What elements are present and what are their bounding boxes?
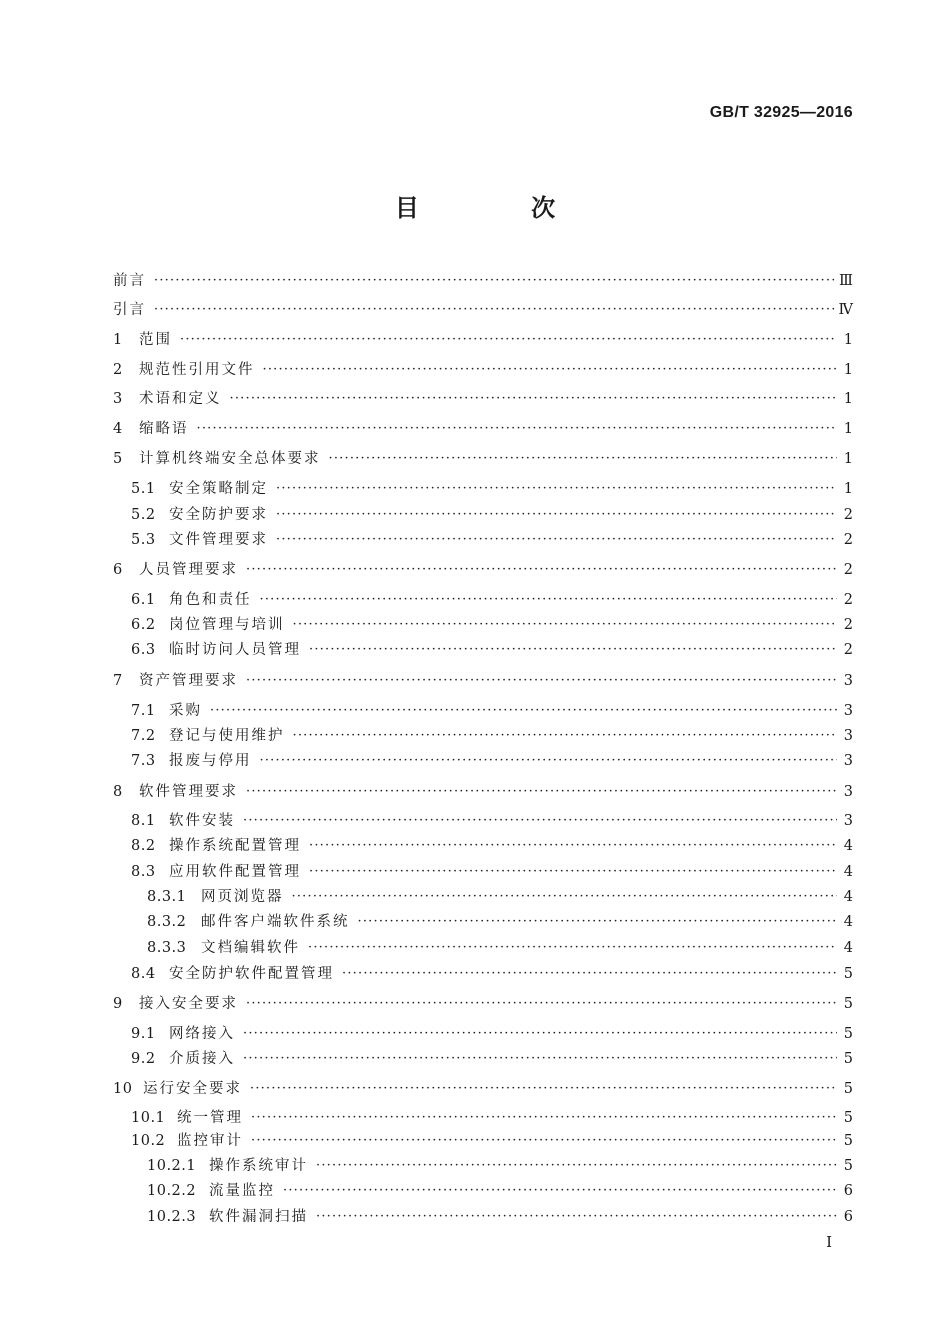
- toc-entry-title: 范围: [139, 332, 172, 348]
- toc-entry-title: 安全策略制定: [169, 481, 268, 497]
- toc-entry[interactable]: [113, 477, 853, 501]
- toc-entry-page: 6: [843, 1183, 853, 1199]
- toc-entry-number: 1: [113, 332, 123, 348]
- toc-entry-title: 接入安全要求: [139, 996, 238, 1012]
- toc-entry[interactable]: [113, 860, 853, 884]
- toc-entry-number: 10.2.2: [147, 1183, 197, 1199]
- toc-dot-leader: [308, 936, 837, 960]
- toc-entry[interactable]: [113, 528, 853, 552]
- toc-entry-title: 采购: [169, 703, 202, 719]
- toc-dot-leader: [251, 1106, 837, 1130]
- toc-entry[interactable]: [113, 1077, 853, 1101]
- toc-entry-page: 5: [843, 1158, 853, 1174]
- toc-dot-leader: [260, 588, 838, 612]
- toc-entry[interactable]: [113, 809, 853, 833]
- toc-entry[interactable]: [113, 503, 853, 527]
- toc-dot-leader: [243, 1022, 837, 1046]
- toc-dot-leader: [246, 780, 837, 804]
- toc-entry-title: 软件安装: [169, 813, 235, 829]
- toc-dot-leader: [260, 749, 838, 773]
- toc-entry[interactable]: [113, 1154, 853, 1178]
- toc-entry-title: 文件管理要求: [169, 532, 268, 548]
- toc-entry-page: 2: [843, 617, 853, 633]
- toc-entry-page: 3: [843, 673, 853, 689]
- toc-entry-number: 8.3.1: [147, 889, 187, 905]
- toc-dot-leader: [154, 298, 835, 322]
- toc-entry[interactable]: [113, 936, 853, 960]
- toc-entry[interactable]: [113, 358, 853, 382]
- toc-entry-page: 4: [843, 914, 853, 930]
- toc-dot-leader: [276, 528, 837, 552]
- toc-entry-page: 5: [843, 966, 853, 982]
- toc-dot-leader: [180, 328, 837, 352]
- toc-dot-leader: [309, 860, 837, 884]
- toc-entry-number: 8.1: [131, 813, 156, 829]
- toc-entry-page: 3: [843, 703, 853, 719]
- toc-entry-page: 4: [843, 889, 853, 905]
- toc-entry-title: 临时访问人员管理: [169, 642, 301, 658]
- toc-entry-page: 1: [843, 362, 853, 378]
- toc-entry[interactable]: [113, 447, 853, 471]
- toc-entry-page: 3: [843, 728, 853, 744]
- toc-entry-title: 缩略语: [139, 421, 189, 437]
- toc-dot-leader: [263, 358, 838, 382]
- toc-entry-title: 邮件客户端软件系统: [201, 914, 350, 930]
- toc-entry-number: 5.1: [131, 481, 156, 497]
- toc-entry-page: 2: [843, 642, 853, 658]
- toc-entry[interactable]: [113, 780, 853, 804]
- toc-dot-leader: [329, 447, 838, 471]
- toc-entry[interactable]: [113, 638, 853, 662]
- toc-dot-leader: [293, 613, 838, 637]
- toc-entry-title: 前言: [113, 273, 146, 289]
- toc-entry-page: 2: [843, 562, 853, 578]
- toc-entry-number: 10.2.1: [147, 1158, 197, 1174]
- toc-entry-title: 软件漏洞扫描: [209, 1209, 308, 1225]
- toc-entry-title: 资产管理要求: [139, 673, 238, 689]
- toc-entry-number: 8: [113, 784, 123, 800]
- toc-entry-page: 5: [843, 1081, 853, 1097]
- toc-entry[interactable]: [113, 910, 853, 934]
- toc-entry-title: 流量监控: [209, 1183, 275, 1199]
- toc-entry-title: 统一管理: [177, 1110, 243, 1126]
- toc-entry-number: 6.2: [131, 617, 156, 633]
- toc-entry-title: 网页浏览器: [201, 889, 284, 905]
- toc-entry-page: 6: [843, 1209, 853, 1225]
- toc-entry-title: 人员管理要求: [139, 562, 238, 578]
- toc-entry-number: 2: [113, 362, 123, 378]
- toc-dot-leader: [292, 885, 838, 909]
- toc-entry-page: 4: [843, 838, 853, 854]
- toc-entry-title: 应用软件配置管理: [169, 864, 301, 880]
- toc-dot-leader: [276, 477, 837, 501]
- toc-entry-number: 5.2: [131, 507, 156, 523]
- toc-entry[interactable]: [113, 613, 853, 637]
- toc-entry-title: 介质接入: [169, 1051, 235, 1067]
- toc-entry-number: 6.1: [131, 592, 156, 608]
- toc-entry[interactable]: [113, 749, 853, 773]
- toc-entry-page: 1: [843, 451, 853, 467]
- toc-entry[interactable]: [113, 588, 853, 612]
- toc-title: 目 次: [394, 194, 608, 222]
- toc-entry[interactable]: [113, 885, 853, 909]
- toc-entry-number: 8.4: [131, 966, 156, 982]
- page-number: I: [826, 1233, 832, 1251]
- toc-entry[interactable]: [113, 558, 853, 582]
- toc-entry-page: 5: [843, 1110, 853, 1126]
- toc-entry[interactable]: [113, 1022, 853, 1046]
- toc-entry[interactable]: [113, 269, 853, 293]
- toc-dot-leader: [342, 962, 837, 986]
- toc-entry[interactable]: [113, 1205, 853, 1229]
- toc-entry-number: 7.3: [131, 753, 156, 769]
- toc-entry-page: 1: [843, 391, 853, 407]
- toc-dot-leader: [283, 1179, 837, 1203]
- toc-entry-page: 1: [843, 421, 853, 437]
- toc-dot-leader: [246, 992, 837, 1016]
- toc-entry-number: 8.3.2: [147, 914, 187, 930]
- toc-entry[interactable]: [113, 1106, 853, 1130]
- toc-entry-number: 4: [113, 421, 123, 437]
- toc-entry-number: 9.2: [131, 1051, 156, 1067]
- toc-entry[interactable]: [113, 962, 853, 986]
- toc-dot-leader: [197, 417, 838, 441]
- toc-entry-title: 安全防护软件配置管理: [169, 966, 334, 982]
- toc-entry-page: 1: [843, 332, 853, 348]
- toc-entry-page: 4: [843, 940, 853, 956]
- toc-entry-number: 9.1: [131, 1026, 156, 1042]
- toc-entry-page: 2: [843, 592, 853, 608]
- toc-dot-leader: [293, 724, 838, 748]
- toc-entry[interactable]: [113, 328, 853, 352]
- toc-entry-title: 岗位管理与培训: [169, 617, 285, 633]
- toc-entry-title: 报废与停用: [169, 753, 252, 769]
- toc-entry-number: 9: [113, 996, 123, 1012]
- toc-entry-title: 角色和责任: [169, 592, 252, 608]
- toc-entry[interactable]: [113, 417, 853, 441]
- toc-entry-page: 5: [843, 996, 853, 1012]
- toc-entry-number: 10: [113, 1081, 133, 1097]
- standard-code: GB/T 32925—2016: [709, 104, 853, 121]
- toc-entry[interactable]: [113, 387, 853, 411]
- toc-entry-number: 8.2: [131, 838, 156, 854]
- toc-dot-leader: [243, 809, 837, 833]
- toc-entry[interactable]: [113, 724, 853, 748]
- toc-entry-page: 5: [843, 1051, 853, 1067]
- toc-entry-number: 10.2: [131, 1133, 166, 1149]
- toc-entry[interactable]: [113, 669, 853, 693]
- toc-entry[interactable]: [113, 992, 853, 1016]
- toc-dot-leader: [243, 1047, 837, 1071]
- toc-entry-page: 5: [843, 1133, 853, 1149]
- toc-entry-title: 操作系统配置管理: [169, 838, 301, 854]
- toc-entry-page: 5: [843, 1026, 853, 1042]
- toc-entry[interactable]: [113, 1179, 853, 1203]
- toc-entry-title: 运行安全要求: [143, 1081, 242, 1097]
- toc-dot-leader: [250, 1077, 837, 1101]
- toc-entry-number: 5: [113, 451, 123, 467]
- toc-entry-page: 3: [843, 784, 853, 800]
- toc-entry-title: 操作系统审计: [209, 1158, 308, 1174]
- toc-entry[interactable]: [113, 1129, 853, 1153]
- toc-entry-number: 6.3: [131, 642, 156, 658]
- toc-dot-leader: [154, 269, 835, 293]
- toc-entry-title: 术语和定义: [139, 391, 222, 407]
- toc-entry-title: 引言: [113, 302, 146, 318]
- toc-entry-title: 计算机终端安全总体要求: [139, 451, 321, 467]
- toc-entry-number: 5.3: [131, 532, 156, 548]
- toc-entry-title: 软件管理要求: [139, 784, 238, 800]
- toc-entry-title: 网络接入: [169, 1026, 235, 1042]
- toc-entry-page: 3: [843, 753, 853, 769]
- toc-entry-number: 8.3: [131, 864, 156, 880]
- toc-entry-number: 7.2: [131, 728, 156, 744]
- toc-entry-number: 8.3.3: [147, 940, 187, 956]
- toc-entry-page: 1: [843, 481, 853, 497]
- toc-entry-page: Ⅳ: [838, 302, 853, 318]
- toc-dot-leader: [309, 638, 837, 662]
- toc-entry-page: 3: [843, 813, 853, 829]
- toc-entry-title: 规范性引用文件: [139, 362, 255, 378]
- toc-entry-page: 2: [843, 507, 853, 523]
- toc-entry-number: 10.2.3: [147, 1209, 197, 1225]
- toc-dot-leader: [309, 834, 837, 858]
- toc-entry-title: 监控审计: [177, 1133, 243, 1149]
- toc-dot-leader: [358, 910, 838, 934]
- toc-entry-number: 7: [113, 673, 123, 689]
- toc-entry[interactable]: [113, 1047, 853, 1071]
- toc-entry-page: 2: [843, 532, 853, 548]
- toc-entry-title: 安全防护要求: [169, 507, 268, 523]
- toc-dot-leader: [316, 1205, 837, 1229]
- toc-dot-leader: [316, 1154, 837, 1178]
- toc-dot-leader: [246, 558, 837, 582]
- toc-entry-number: 6: [113, 562, 123, 578]
- toc-entry[interactable]: [113, 699, 853, 723]
- toc-entry-title: 文档编辑软件: [201, 940, 300, 956]
- toc-entry-number: 3: [113, 391, 123, 407]
- toc-dot-leader: [276, 503, 837, 527]
- toc-entry-page: Ⅲ: [839, 273, 853, 289]
- toc-entry-title: 登记与使用维护: [169, 728, 285, 744]
- toc-entry-page: 4: [843, 864, 853, 880]
- toc-dot-leader: [210, 699, 837, 723]
- toc-dot-leader: [246, 669, 837, 693]
- toc-entry[interactable]: [113, 834, 853, 858]
- toc-entry-number: 7.1: [131, 703, 156, 719]
- toc-entry[interactable]: [113, 298, 853, 322]
- toc-dot-leader: [251, 1129, 837, 1153]
- toc-entry-number: 10.1: [131, 1110, 166, 1126]
- toc-dot-leader: [230, 387, 838, 411]
